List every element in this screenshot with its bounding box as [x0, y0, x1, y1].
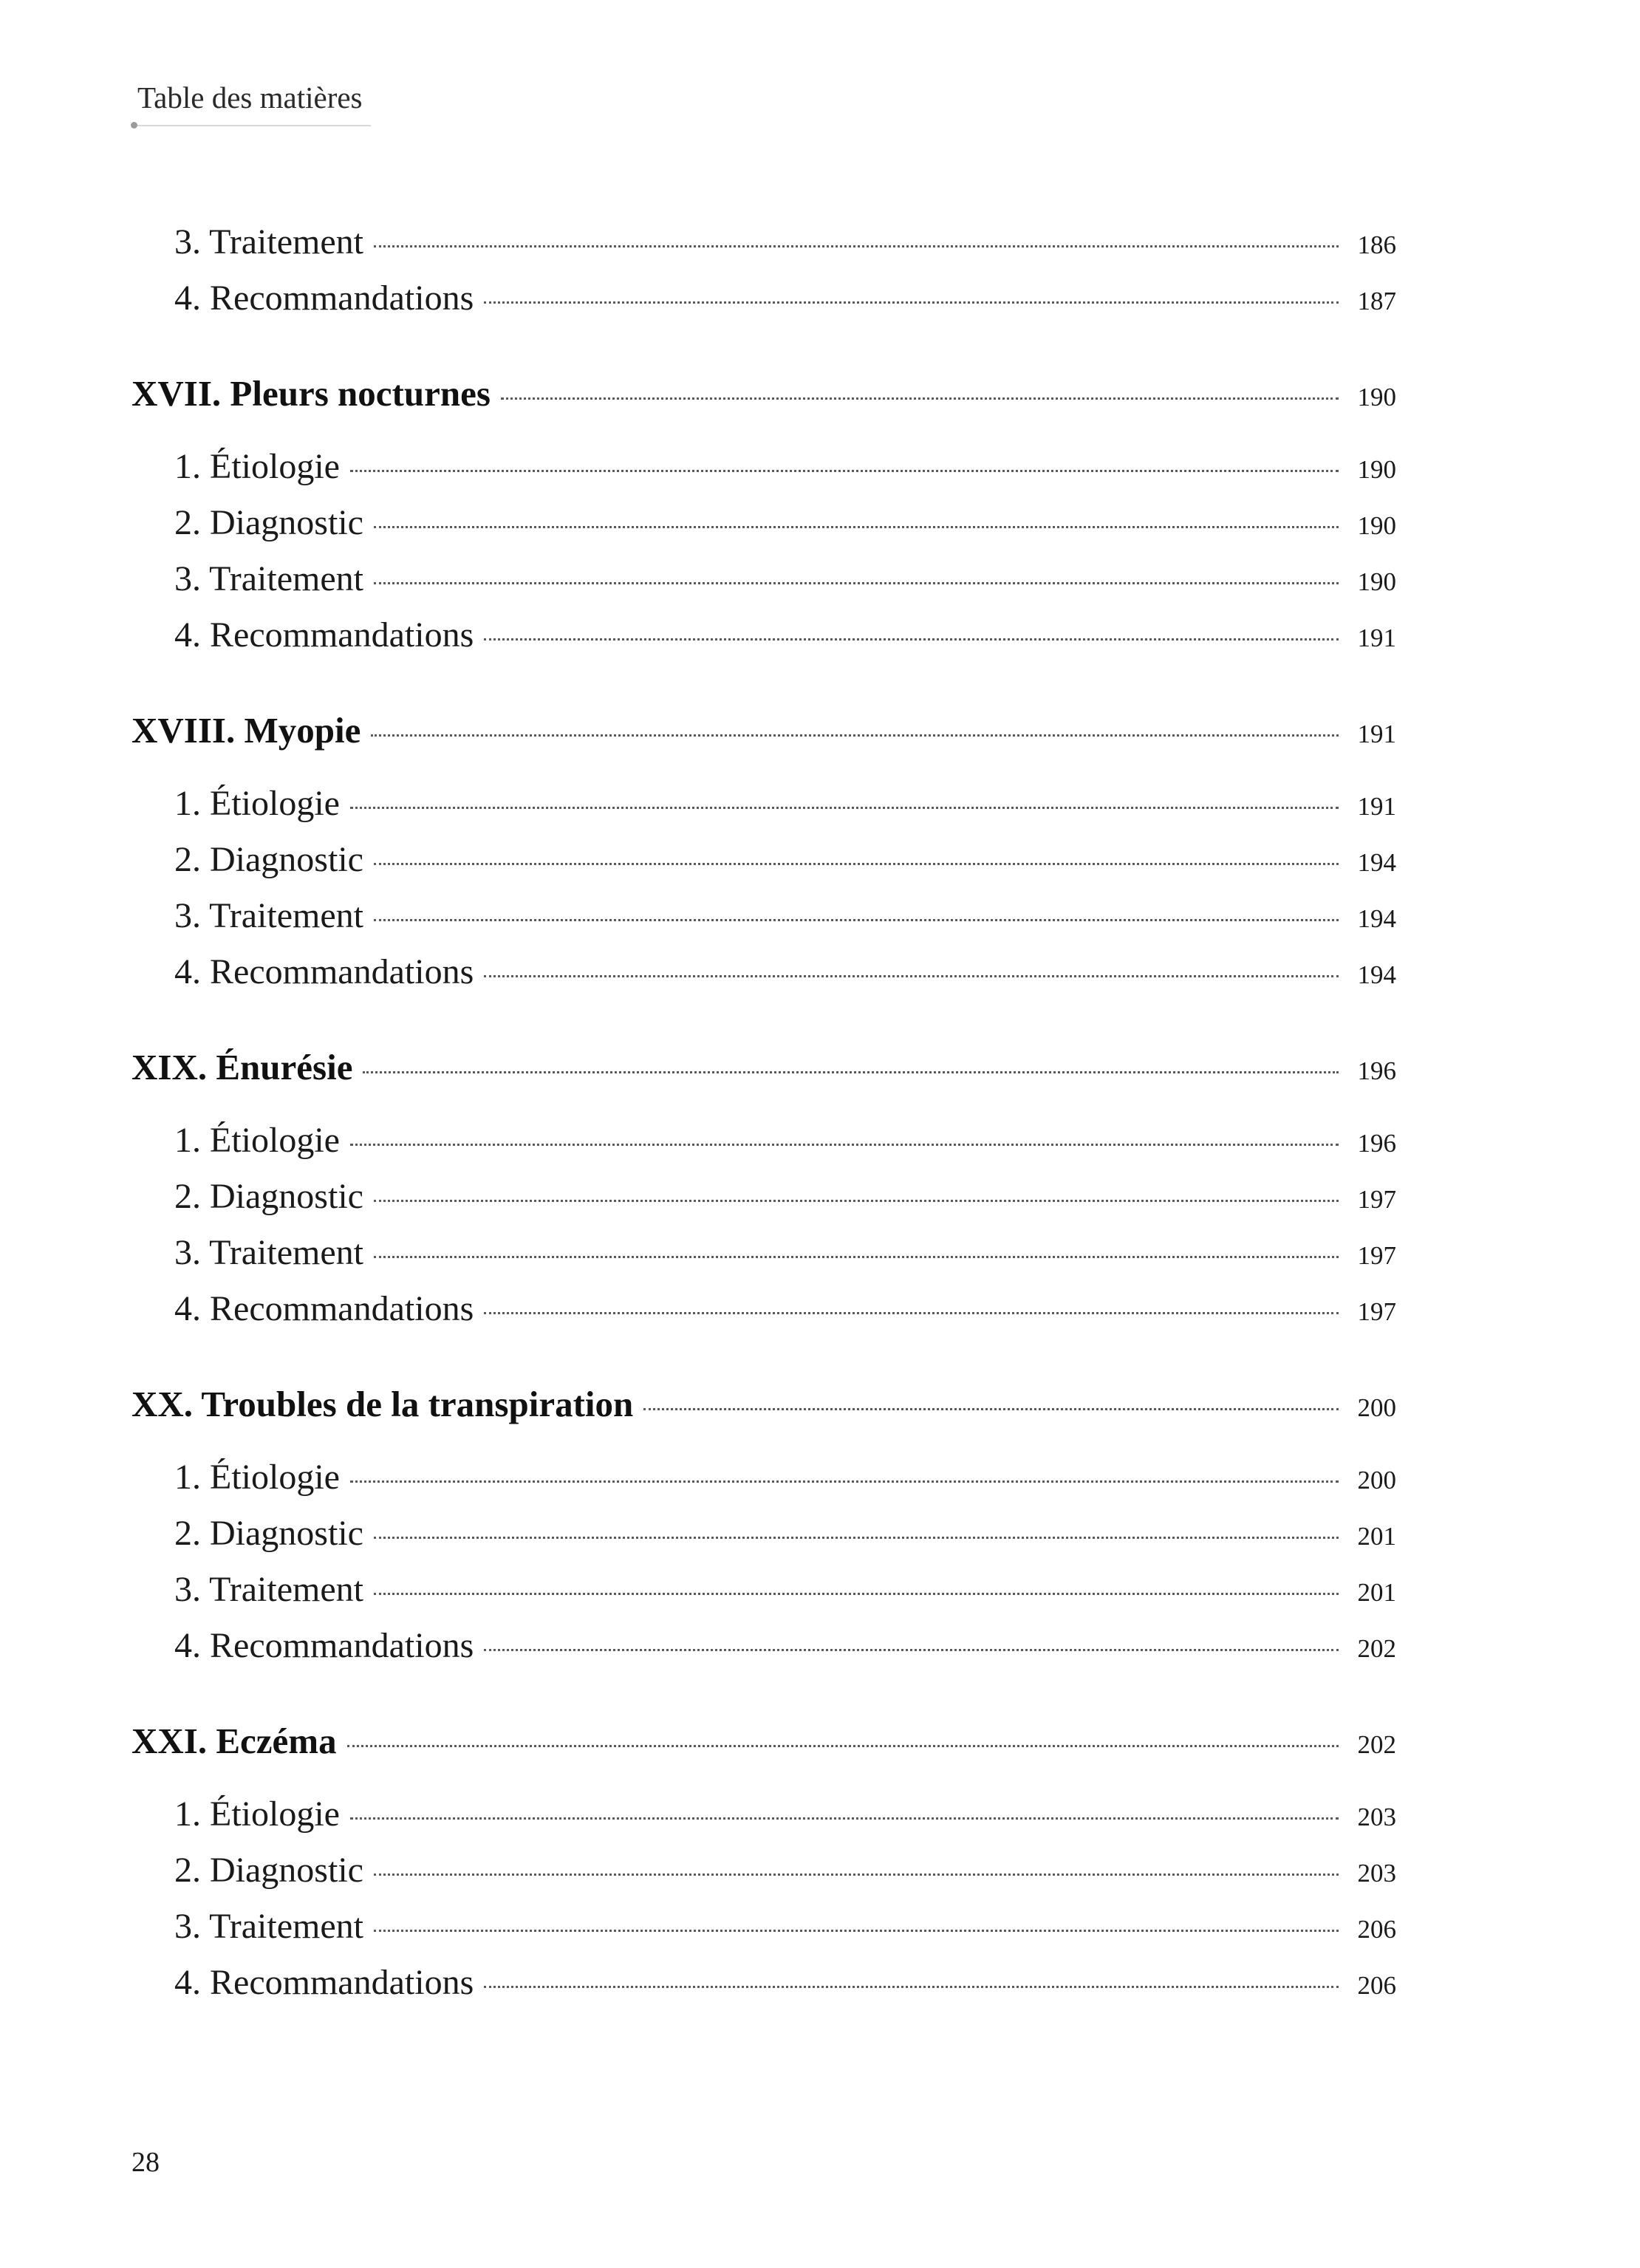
toc-entry[interactable]	[131, 895, 1396, 952]
toc-section-label: XXI. Eczéma	[131, 1721, 337, 1761]
toc-entry-label: 2. Diagnostic	[174, 840, 363, 879]
toc-entry-page: 187	[1357, 287, 1396, 315]
toc-entry-page: 190	[1357, 383, 1396, 411]
running-head-bullet	[131, 122, 137, 129]
toc-entry[interactable]	[131, 839, 1396, 895]
toc-entry-page: 203	[1357, 1859, 1396, 1888]
dot-leader	[374, 1593, 1339, 1595]
toc-entry-page: 194	[1357, 960, 1396, 989]
toc-section-heading[interactable]	[131, 1383, 1396, 1457]
toc-entry-page: 200	[1357, 1393, 1396, 1422]
dot-leader	[347, 1745, 1339, 1747]
toc-entry-label: 2. Diagnostic	[174, 1514, 363, 1553]
toc-entry[interactable]	[131, 1288, 1396, 1345]
dot-leader	[484, 638, 1339, 641]
toc-entry[interactable]	[131, 1569, 1396, 1625]
toc-entry-label: 3. Traitement	[174, 559, 364, 598]
dot-leader	[350, 470, 1339, 472]
toc-entry-page: 186	[1357, 230, 1396, 259]
dot-leader	[374, 1256, 1339, 1258]
toc-entry-label: 2. Diagnostic	[174, 503, 363, 542]
dot-leader	[374, 863, 1339, 865]
toc-entry-label: 1. Étiologie	[174, 1794, 340, 1834]
toc-section-label: XX. Troubles de la transpiration	[131, 1384, 634, 1424]
toc-entry[interactable]	[131, 1232, 1396, 1288]
toc-section-label: XVIII. Myopie	[131, 710, 361, 751]
toc-entry-label: 4. Recommandations	[174, 952, 474, 991]
toc-entry-label: 1. Étiologie	[174, 447, 340, 486]
dot-leader	[363, 1071, 1339, 1073]
toc-entry[interactable]	[131, 1850, 1396, 1906]
dot-leader	[501, 397, 1339, 400]
toc-entry[interactable]	[131, 1513, 1396, 1569]
toc-entry-page: 191	[1357, 792, 1396, 821]
dot-leader	[350, 807, 1339, 809]
dot-leader	[350, 1144, 1339, 1146]
toc-entry[interactable]	[131, 783, 1396, 839]
dot-leader	[374, 1874, 1339, 1876]
dot-leader	[643, 1408, 1339, 1410]
toc-entry-label: 1. Étiologie	[174, 1121, 340, 1160]
toc-entry[interactable]	[131, 559, 1396, 615]
toc-entry[interactable]	[131, 446, 1396, 502]
toc-entry[interactable]	[131, 1457, 1396, 1513]
toc-entry-page: 196	[1357, 1056, 1396, 1085]
table-of-contents	[131, 222, 1396, 2018]
toc-entry[interactable]	[131, 278, 1396, 334]
toc-entry[interactable]	[131, 502, 1396, 559]
toc-entry-page: 206	[1357, 1971, 1396, 2000]
toc-entry-page: 201	[1357, 1578, 1396, 1607]
toc-entry-label: 3. Traitement	[174, 1233, 364, 1272]
toc-entry[interactable]	[131, 1962, 1396, 2018]
dot-leader	[374, 1537, 1339, 1539]
toc-entry-label: 2. Diagnostic	[174, 1851, 363, 1890]
running-head-rule	[131, 125, 371, 126]
toc-entry-page: 190	[1357, 455, 1396, 484]
dot-leader	[484, 1312, 1339, 1314]
toc-entry-label: 3. Traitement	[174, 222, 364, 262]
toc-section-heading[interactable]	[131, 709, 1396, 783]
toc-entry-label: 4. Recommandations	[174, 1626, 474, 1665]
running-head-title: Table des matières	[137, 81, 363, 115]
dot-leader	[484, 975, 1339, 977]
dot-leader	[484, 1986, 1339, 1988]
dot-leader	[374, 245, 1339, 247]
toc-entry-label: 3. Traitement	[174, 896, 364, 935]
toc-entry-page: 191	[1357, 720, 1396, 748]
toc-section-heading[interactable]	[131, 1720, 1396, 1794]
toc-entry-page: 190	[1357, 511, 1396, 540]
dot-leader	[484, 301, 1339, 304]
dot-leader	[374, 1200, 1339, 1202]
toc-section-heading[interactable]	[131, 1046, 1396, 1120]
toc-entry[interactable]	[131, 1906, 1396, 1962]
toc-entry-label: 2. Diagnostic	[174, 1177, 363, 1216]
dot-leader	[374, 919, 1339, 921]
toc-entry-label: 3. Traitement	[174, 1907, 364, 1946]
toc-entry[interactable]	[131, 1176, 1396, 1232]
toc-entry[interactable]	[131, 1794, 1396, 1850]
toc-entry-page: 202	[1357, 1730, 1396, 1759]
toc-entry-page: 203	[1357, 1803, 1396, 1831]
toc-entry-page: 197	[1357, 1241, 1396, 1270]
dot-leader	[484, 1649, 1339, 1651]
toc-entry-page: 196	[1357, 1129, 1396, 1158]
toc-entry-page: 197	[1357, 1297, 1396, 1326]
toc-entry-page: 194	[1357, 904, 1396, 933]
toc-entry[interactable]	[131, 615, 1396, 671]
toc-entry[interactable]	[131, 952, 1396, 1008]
dot-leader	[350, 1480, 1339, 1483]
toc-entry[interactable]	[131, 1625, 1396, 1681]
toc-entry-page: 200	[1357, 1466, 1396, 1495]
toc-entry-page: 202	[1357, 1634, 1396, 1663]
toc-section-label: XVII. Pleurs nocturnes	[131, 373, 491, 414]
toc-entry-label: 4. Recommandations	[174, 1289, 474, 1328]
toc-entry-label: 4. Recommandations	[174, 1963, 474, 2002]
toc-section-label: XIX. Énurésie	[131, 1047, 353, 1087]
toc-entry-page: 197	[1357, 1185, 1396, 1214]
toc-entry-label: 4. Recommandations	[174, 615, 474, 655]
page-number: 28	[131, 2147, 160, 2178]
dot-leader	[371, 734, 1339, 737]
dot-leader	[350, 1817, 1339, 1820]
toc-entry-page: 194	[1357, 848, 1396, 877]
toc-section-heading[interactable]	[131, 372, 1396, 446]
dot-leader	[374, 526, 1339, 528]
dot-leader	[374, 582, 1339, 584]
toc-entry-page: 191	[1357, 624, 1396, 652]
toc-entry-label: 4. Recommandations	[174, 279, 474, 318]
toc-entry[interactable]	[131, 222, 1396, 278]
dot-leader	[374, 1930, 1339, 1932]
toc-entry-page: 206	[1357, 1915, 1396, 1944]
toc-entry-page: 201	[1357, 1522, 1396, 1551]
toc-entry[interactable]	[131, 1120, 1396, 1176]
running-head	[131, 80, 371, 126]
toc-entry-label: 3. Traitement	[174, 1570, 364, 1609]
toc-entry-page: 190	[1357, 567, 1396, 596]
toc-entry-label: 1. Étiologie	[174, 784, 340, 823]
toc-entry-label: 1. Étiologie	[174, 1458, 340, 1497]
